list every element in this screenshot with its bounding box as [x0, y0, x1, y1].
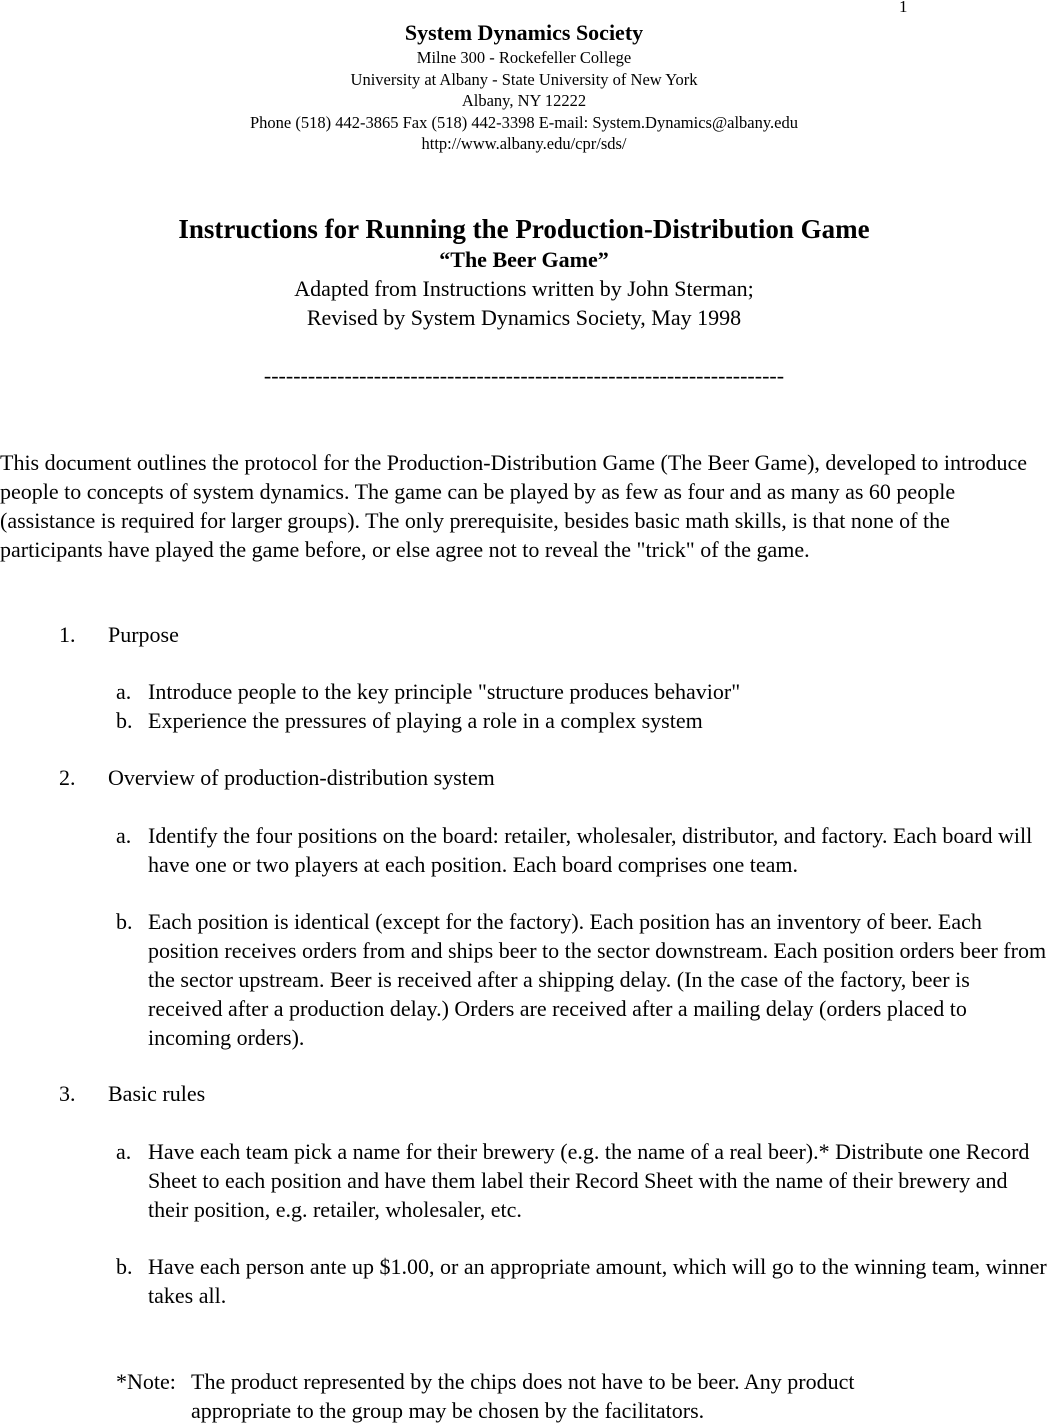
section-number: 1.: [59, 622, 76, 647]
dashed-divider: -----------------------------------------------------------------------: [263, 363, 785, 388]
title-block: [0, 213, 1048, 390]
item-text: Have each person ante up $1.00, or an appropriate amount, which will go to the winning team, winner takes all.: [148, 1254, 1047, 1308]
contact-line: Phone (518) 442-3865 Fax (518) 442-3398 E-mail: System.Dynamics@albany.edu: [250, 112, 798, 132]
item-text: Have each team pick a name for their brewery (e.g. the name of a real beer).* Distribute one Record Sheet to each position and have them label their Record Sheet with the name of their brewery and their position, e.g. retailer, wholesaler, etc.: [148, 1139, 1030, 1222]
section-title: Overview of production-distribution system: [108, 765, 495, 790]
item-letter: a.: [116, 1139, 132, 1164]
address-line: University at Albany - State University of New York: [350, 69, 698, 89]
revision-credit: Revised by System Dynamics Society, May 1998: [306, 305, 742, 330]
item-text: Each position is identical (except for the factory). Each position has an inventory of beer. Each position receives orders from and ships beer to the sector downstream. Each position orders beer from the sector upstream. Beer is received after a shipping delay. (In the case of the factory, beer is received after a production delay.) Orders are received after a mailing delay (orders placed to incoming orders).: [148, 909, 1047, 1050]
document-title: Instructions for Running the Production-Distribution Game: [178, 214, 870, 244]
letterhead: [0, 19, 1048, 155]
address-line: Albany, NY 12222: [461, 91, 587, 110]
item-text: Experience the pressures of playing a role in a complex system: [148, 708, 703, 733]
footnote-text: The product represented by the chips does not have to be beer. Any product appropriate to the group may be chosen by the facilitators.: [191, 1369, 855, 1423]
adapted-credit: Adapted from Instructions written by John Sterman;: [294, 276, 754, 301]
item-letter: b.: [116, 909, 133, 934]
website-line: http://www.albany.edu/cpr/sds/: [421, 134, 627, 153]
document-subtitle: “The Beer Game”: [439, 247, 609, 272]
address-line: Milne 300 - Rockefeller College: [416, 48, 632, 67]
item-text: Introduce people to the key principle "structure produces behavior": [148, 679, 741, 704]
item-text: Identify the four positions on the board: retailer, wholesaler, distributor, and factory. Each board will have one or two players at each position. Each board comprises one team.: [148, 823, 1033, 877]
section-number: 2.: [59, 765, 76, 790]
section-number: 3.: [59, 1081, 76, 1106]
footnote-label: *Note:: [116, 1369, 176, 1394]
item-letter: b.: [116, 1254, 133, 1279]
section-title: Basic rules: [108, 1081, 206, 1106]
item-letter: a.: [116, 823, 132, 848]
item-letter: a.: [116, 679, 132, 704]
page-number: 1: [899, 0, 908, 16]
item-letter: b.: [116, 708, 133, 733]
section-title: Purpose: [108, 622, 179, 647]
intro-paragraph: This document outlines the protocol for the Production-Distribution Game (The Beer Game), developed to introduce people to concepts of system dynamics. The game can be played by as few as four and as many as 60 people (assistance is required for larger groups). The only prerequisite, besides basic math skills, is that none of the participants have played the game before, or else agree not to reveal the "trick" of the game.: [0, 450, 1028, 562]
organization-name: System Dynamics Society: [404, 20, 644, 45]
